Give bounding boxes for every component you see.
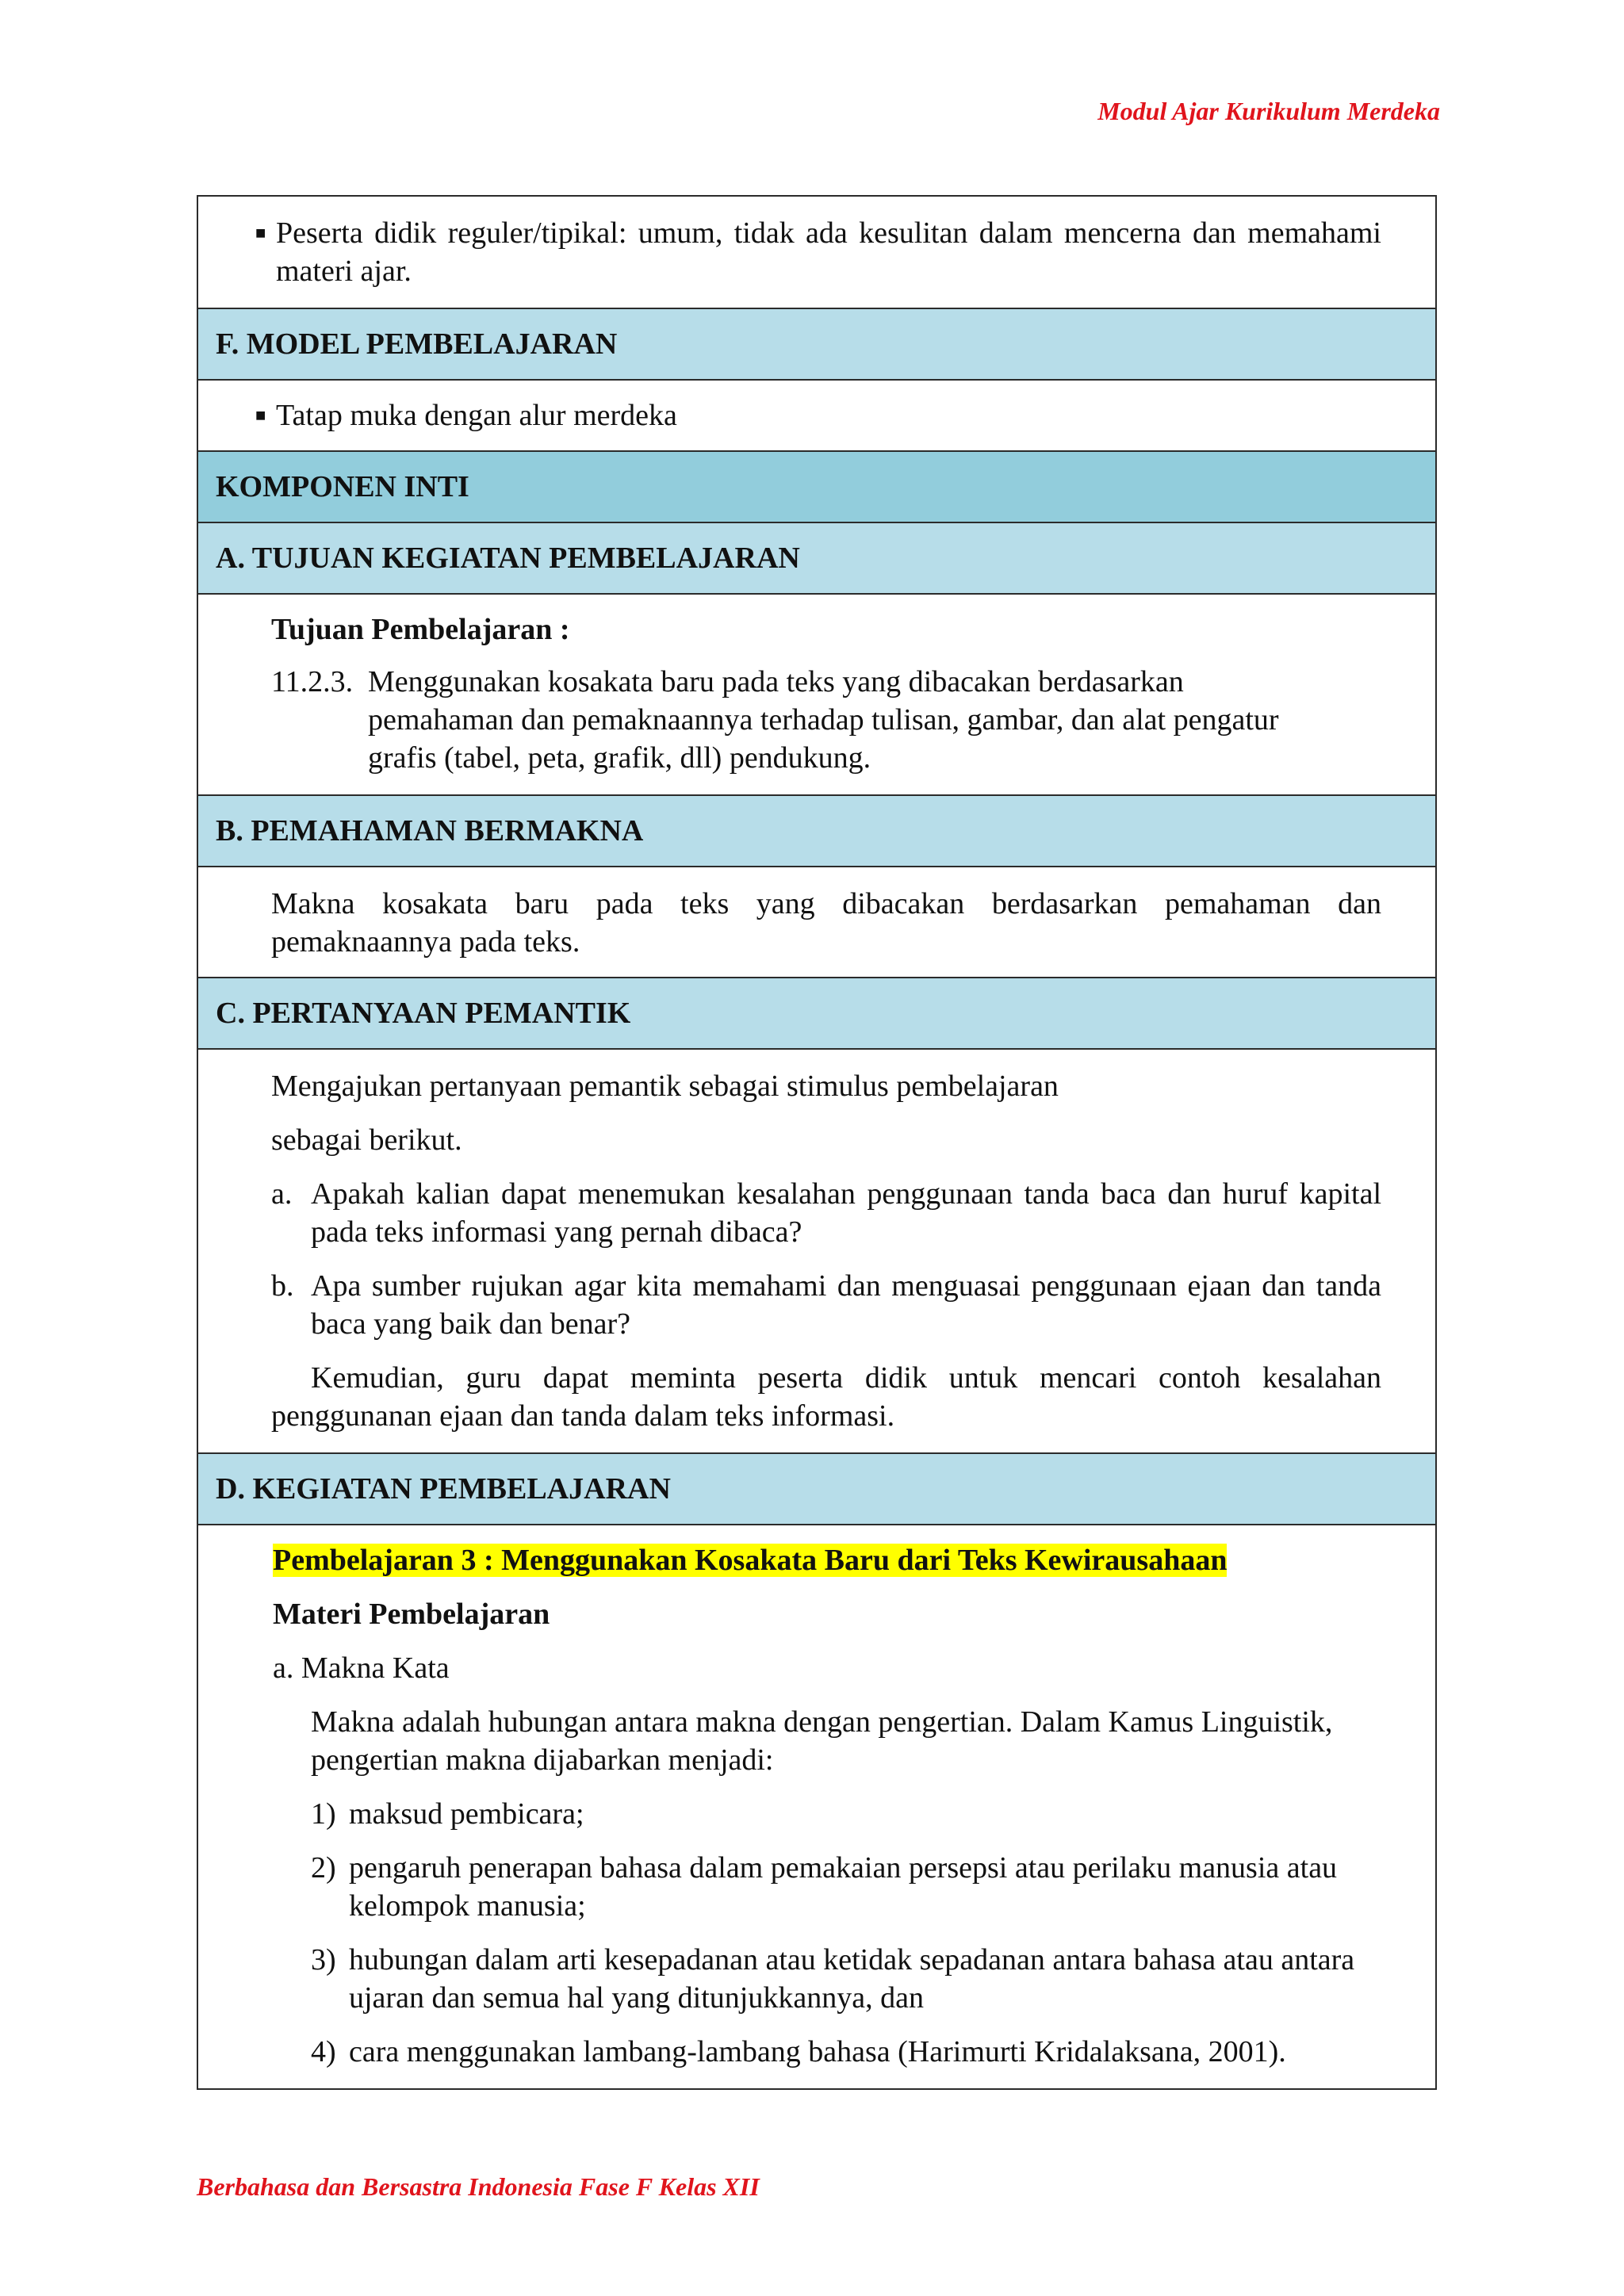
section-heading-tujuan: A. TUJUAN KEGIATAN PEMBELAJARAN	[198, 522, 1435, 593]
pemantik-question-a	[271, 1175, 1381, 1251]
makna-list-item	[311, 2033, 1381, 2071]
list-item-label: 3)	[311, 1943, 336, 1976]
lesson-title-highlight: Pembelajaran 3 : Menggunakan Kosakata Baru dari Teks Kewirausahaan	[273, 1544, 1228, 1577]
list-item-text: hubungan dalam arti kesepadanan atau ketidak sepadanan antara bahasa atau antara ujaran dan semua hal yang ditunjukkannya, dan	[349, 1943, 1355, 2015]
header-title: Modul Ajar Kurikulum Merdeka	[1097, 97, 1440, 125]
list-item-label: 4)	[311, 2035, 336, 2068]
question-label: b.	[271, 1269, 294, 1303]
makna-list-item	[311, 1941, 1381, 2017]
row-model-pembelajaran	[198, 379, 1435, 450]
list-item-label: 2)	[311, 1851, 336, 1885]
list-item-text: pengaruh penerapan bahasa dalam pemakaian persepsi atau perilaku manusia atau kelompok manusia;	[349, 1851, 1338, 1923]
bullet-text: Tatap muka dengan alur merdeka	[276, 399, 677, 432]
materi-title: Materi Pembelajaran	[273, 1598, 550, 1631]
footer-title: Berbahasa dan Bersastra Indonesia Fase F Kelas XII	[197, 2172, 760, 2201]
bullet-item	[198, 214, 1435, 290]
lesson-title	[273, 1541, 1381, 1579]
section-heading-komponen-inti: KOMPONEN INTI	[198, 450, 1435, 522]
row-kegiatan-pembelajaran	[198, 1524, 1435, 2088]
list-item-text: maksud pembicara;	[349, 1797, 584, 1831]
makna-list-item	[311, 1849, 1381, 1925]
section-heading-pemantik: C. PERTANYAAN PEMANTIK	[198, 977, 1435, 1048]
lesson-table	[197, 195, 1437, 2090]
makna-list	[273, 1795, 1381, 2071]
tujuan-item-number: 11.2.3.	[271, 665, 354, 698]
pemantik-question-b	[271, 1267, 1381, 1343]
bullet-item	[198, 396, 1435, 434]
makna-definition: Makna adalah hubungan antara makna dengan pengertian. Dalam Kamus Linguistik, pengertian makna dijabarkan menjadi:	[311, 1705, 1333, 1777]
pemantik-intro-2: sebagai berikut.	[271, 1123, 462, 1157]
question-text: Apa sumber rujukan agar kita memahami dan menguasai penggunaan ejaan dan tanda baca yang baik dan benar?	[311, 1269, 1381, 1341]
question-text: Apakah kalian dapat menemukan kesalahan penggunaan tanda baca dan huruf kapital pada teks informasi yang pernah dibaca?	[311, 1177, 1381, 1249]
pemantik-intro-1: Mengajukan pertanyaan pemantik sebagai stimulus pembelajaran	[271, 1070, 1059, 1103]
bullet-text: Peserta didik reguler/tipikal: umum, tidak ada kesulitan dalam mencerna dan memahami materi ajar.	[276, 216, 1381, 288]
tujuan-item	[271, 663, 1381, 777]
section-heading-kegiatan: D. KEGIATAN PEMBELAJARAN	[198, 1452, 1435, 1524]
row-tujuan-pembelajaran	[198, 593, 1435, 794]
makna-list-item	[311, 1795, 1381, 1833]
makna-kata-label: a. Makna Kata	[273, 1651, 450, 1685]
pemantik-closing: Kemudian, guru dapat meminta peserta didik untuk mencari contoh kesalahan penggunanan ejaan dan tanda dalam teks informasi.	[271, 1361, 1381, 1433]
tujuan-item-text: Menggunakan kosakata baru pada teks yang dibacakan berdasarkan pemahaman dan pemaknaannya terhadap tulisan, gambar, dan alat pengatur grafis (tabel, peta, grafik, dll) pendukung.	[368, 665, 1279, 775]
square-bullet-icon: ■	[255, 405, 266, 425]
section-heading-pemahaman: B. PEMAHAMAN BERMAKNA	[198, 794, 1435, 866]
row-pertanyaan-pemantik	[198, 1048, 1435, 1452]
square-bullet-icon: ■	[255, 223, 266, 243]
row-peserta-reguler	[198, 197, 1435, 308]
tujuan-subtitle: Tujuan Pembelajaran :	[271, 613, 570, 646]
list-item-label: 1)	[311, 1797, 336, 1831]
list-item-text: cara menggunakan lambang-lambang bahasa (Harimurti Kridalaksana, 2001).	[349, 2035, 1286, 2068]
row-pemahaman-bermakna	[198, 866, 1435, 977]
section-heading-model: F. MODEL PEMBELAJARAN	[198, 308, 1435, 379]
question-label: a.	[271, 1177, 293, 1211]
pemahaman-text: Makna kosakata baru pada teks yang dibacakan berdasarkan pemahaman dan pemaknaannya pada teks.	[271, 887, 1381, 959]
